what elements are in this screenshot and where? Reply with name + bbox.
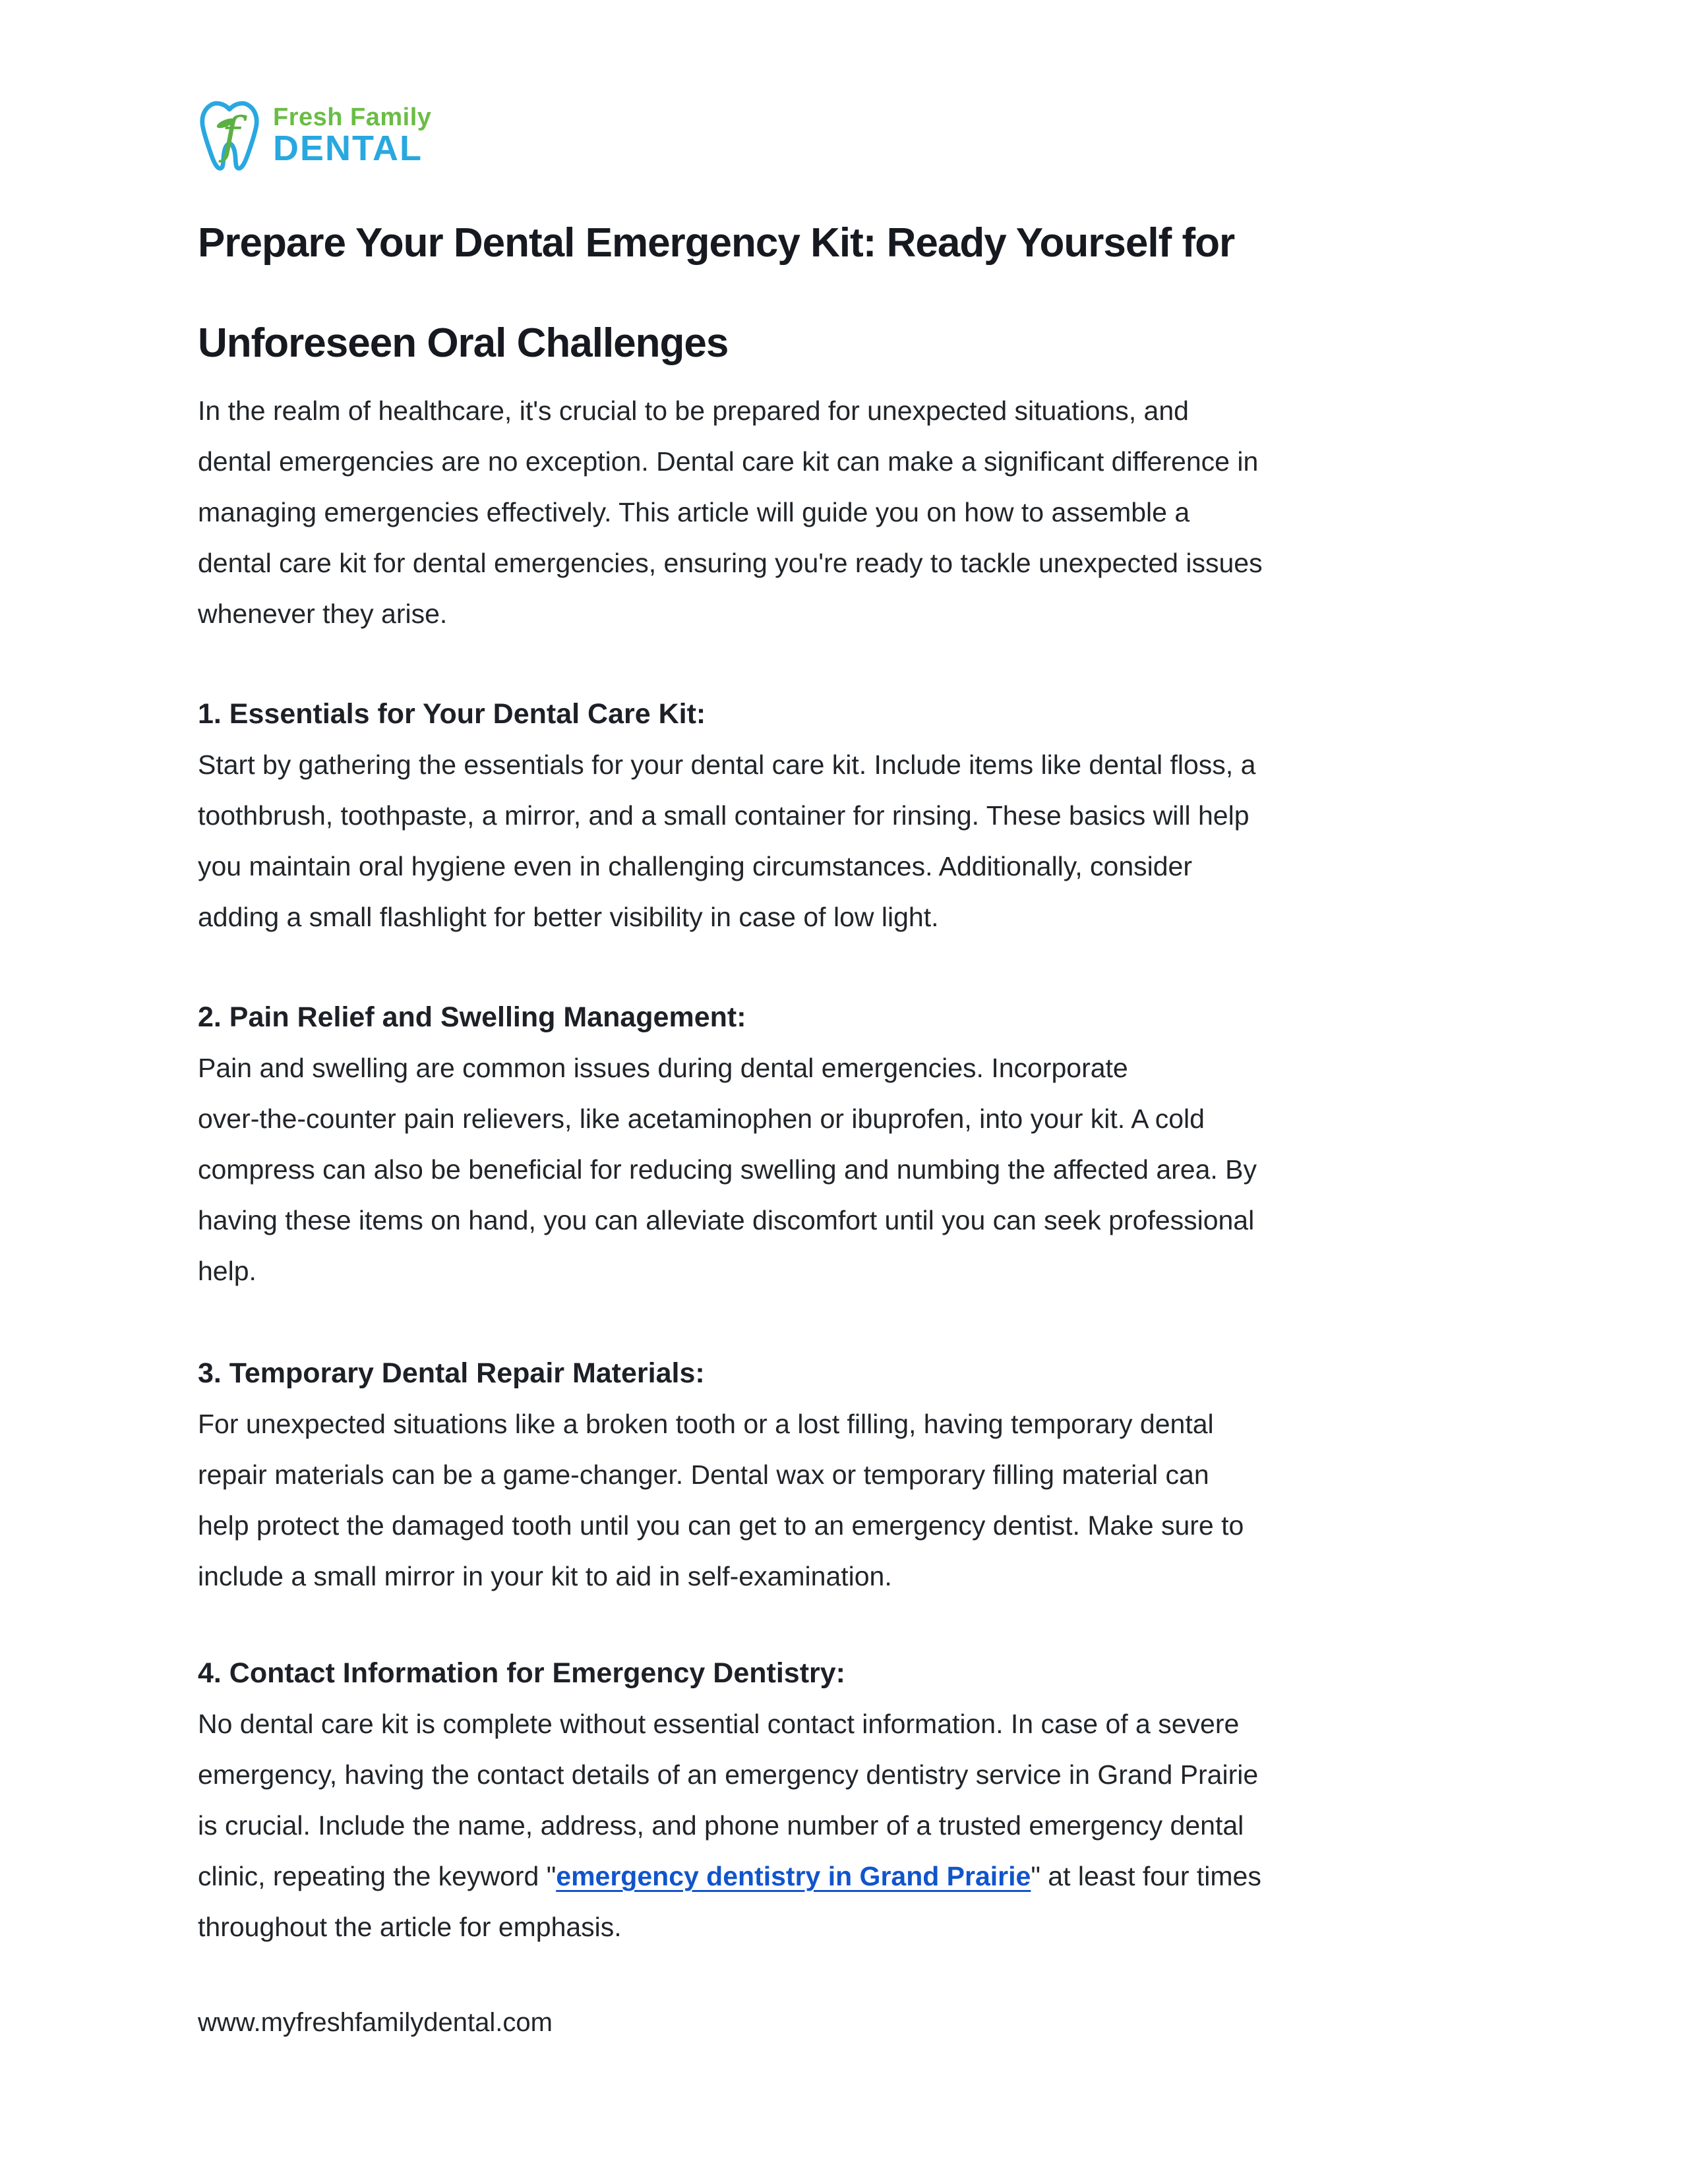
section-2-heading: 2. Pain Relief and Swelling Management:	[198, 1001, 746, 1033]
paragraph-line: No dental care kit is complete without essential contact information. In case of a severe	[198, 1709, 1240, 1739]
paragraph-line: help.	[198, 1256, 256, 1286]
section-1-heading: 1. Essentials for Your Dental Care Kit:	[198, 698, 706, 730]
paragraph-line: over-the-counter pain relievers, like acetaminophen or ibuprofen, into your kit. A cold	[198, 1104, 1205, 1134]
paragraph-line: dental emergencies are no exception. Dental care kit can make a significant difference in	[198, 446, 1259, 477]
page-title-line-1: Prepare Your Dental Emergency Kit: Ready Yourself for	[198, 220, 1235, 266]
section-3-heading: 3. Temporary Dental Repair Materials:	[198, 1357, 705, 1389]
brand-name-bottom: DENTAL	[273, 129, 423, 168]
paragraph-line: throughout the article for emphasis.	[198, 1912, 622, 1942]
paragraph-line: In the realm of healthcare, it's crucial to be prepared for unexpected situations, and	[198, 396, 1189, 426]
link-line-pre-text: clinic, repeating the keyword "	[198, 1861, 557, 1891]
paragraph-line: is crucial. Include the name, address, and phone number of a trusted emergency dental	[198, 1810, 1244, 1841]
svg-text:f: f	[222, 107, 240, 165]
brand-name-top: Fresh Family	[273, 103, 432, 131]
paragraph-line: managing emergencies effectively. This article will guide you on how to assemble a	[198, 497, 1190, 527]
paragraph-line: For unexpected situations like a broken tooth or a lost filling, having temporary dental	[198, 1409, 1214, 1439]
paragraph-line: Start by gathering the essentials for your dental care kit. Include items like dental floss, a	[198, 750, 1256, 780]
section-pain-relief	[198, 992, 1523, 1297]
paragraph-line: dental care kit for dental emergencies, ensuring you're ready to tackle unexpected issues	[198, 548, 1263, 578]
paragraph-line: adding a small flashlight for better visibility in case of low light.	[198, 902, 939, 932]
paragraph-line: help protect the damaged tooth until you can get to an emergency dentist. Make sure to	[198, 1510, 1244, 1541]
section-essentials	[198, 689, 1523, 943]
paragraph-line: toothbrush, toothpaste, a mirror, and a small container for rinsing. These basics will help	[198, 800, 1250, 831]
paragraph-line: you maintain oral hygiene even in challenging circumstances. Additionally, consider	[198, 851, 1192, 881]
section-contact-info	[198, 1648, 1523, 1953]
page-title	[198, 193, 1510, 394]
link-line-post-text: " at least four times	[1031, 1861, 1261, 1891]
paragraph-line: having these items on hand, you can alleviate discomfort until you can seek professional	[198, 1205, 1255, 1235]
emergency-dentistry-link[interactable]: emergency dentistry in Grand Prairie	[556, 1861, 1031, 1891]
paragraph-line: emergency, having the contact details of an emergency dentistry service in Grand Prairie	[198, 1759, 1259, 1790]
paragraph-line: Pain and swelling are common issues during dental emergencies. Incorporate	[198, 1053, 1128, 1083]
paragraph-line-with-link	[198, 1851, 1523, 1902]
section-repair-materials	[198, 1348, 1523, 1602]
paragraph-line: repair materials can be a game-changer. Dental wax or temporary filling material can	[198, 1460, 1209, 1490]
footer-website-url: www.myfreshfamilydental.com	[198, 2008, 553, 2037]
tooth-logo-icon	[198, 99, 261, 178]
paragraph-line: include a small mirror in your kit to aid in self-examination.	[198, 1561, 892, 1591]
page-title-line-2: Unforeseen Oral Challenges	[198, 320, 729, 366]
paragraph-line: whenever they arise.	[198, 599, 448, 629]
brand-wordmark	[273, 99, 431, 166]
section-4-heading: 4. Contact Information for Emergency Dentistry:	[198, 1657, 845, 1689]
intro-paragraph	[198, 386, 1523, 639]
paragraph-line: compress can also be beneficial for reducing swelling and numbing the affected area. By	[198, 1154, 1257, 1185]
brand-logo	[198, 99, 431, 178]
